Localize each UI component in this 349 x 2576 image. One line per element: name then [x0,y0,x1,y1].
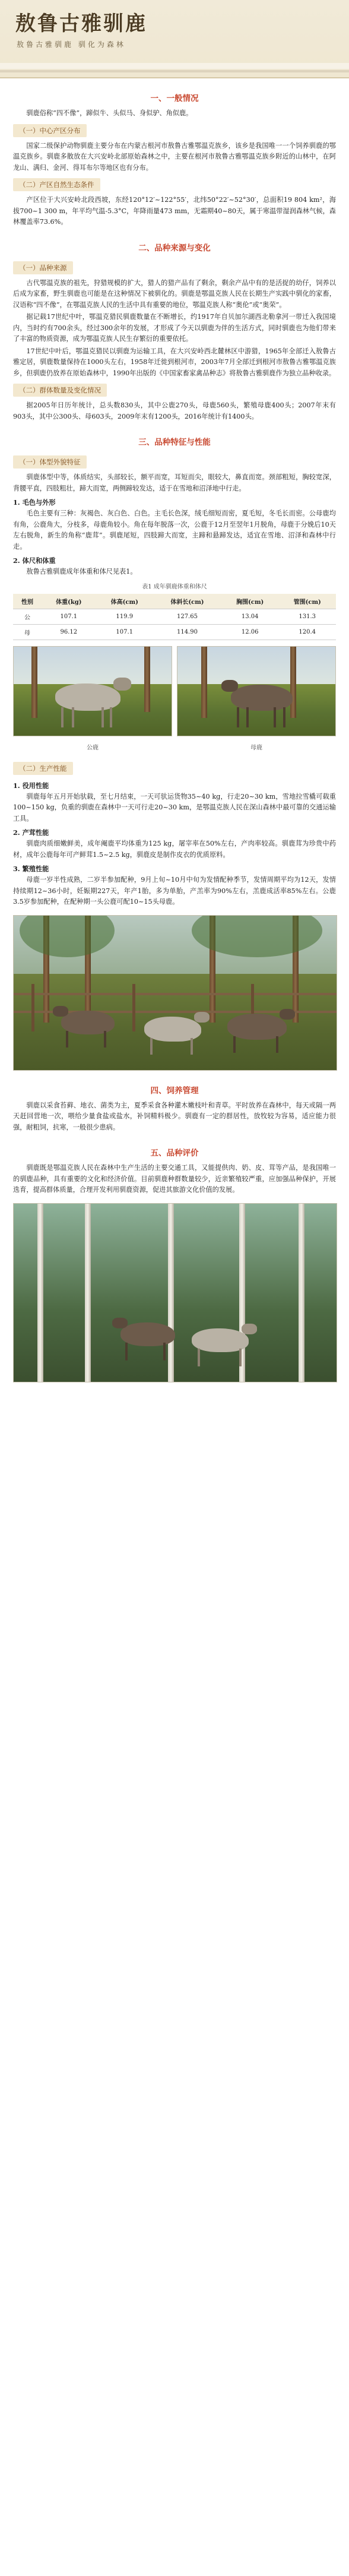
section-general-title: 一、一般情况 [150,94,199,103]
table-cell: 120.4 [278,624,336,640]
section-traits-title: 三、品种特征与性能 [138,438,211,447]
performance-paragraph-2: 驯鹿肉质细嫩鲜美，成年阉鹿平均体重为125 kg，屠宰率在50%左右，产肉率较高。驯鹿茸为珍贵中药材，成年公鹿每年可产鲜茸1.5~2.5 kg，驯鹿皮是制作皮衣的优质原料。 [13,840,336,859]
photo-caption-row [13,739,336,755]
table-row [13,624,336,640]
table-cell: 107.1 [96,624,153,640]
page-header [0,0,349,78]
evaluation-paragraph: 驯鹿既是鄂温克族人民在森林中生产生活的主要交通工具，又能提供肉、奶、皮、茸等产品，是我国唯一的驯鹿品种，具有重要的文化和经济价值。目前驯鹿种群数量较少，近亲繁殖较严重，应加强品种保护，开展选育，提高群体质量，合理开发利用驯鹿资源，促进其旅游文化价值的发展。 [13,1164,336,1194]
table-title: 2. 体尺和体重 [13,556,56,565]
performance-paragraph-1: 驯鹿每年五月开始驮载，至七月结束，一天可驮运货物35~40 kg，行走20~30 km，雪地拉雪橇可载重100~150 kg，负重的驯鹿在森林中一天可行走20~30 km，是鄂温克族人民在深山森林中最可靠的交通运输工具。 [13,792,336,822]
performance-sub-1: 1. 役用性能 [13,781,49,790]
body-type-paragraph: 驯鹿体型中等，体质结实，头部较长，额平而宽，耳短而尖，眼较大，鼻直而宽。颈部粗短，胸较宽深，背腰平直，四肢粗壮，蹄大而宽，两侧蹄较发达，适于在雪地和沼泽地中行走。 [13,473,336,492]
header-divider-2 [0,70,349,72]
performance-paragraph-3: 母鹿一岁半性成熟，二岁半参加配种，9月上旬~10月中旬为发情配种季节，发情周期平均为12天，发情持续期12~36小时，妊娠期227天，年产1胎，多为单胎，产羔率为90%左右，羔鹿成活率85%左右。公鹿3.5岁参加配种，在配种期一头公鹿可配10~15头母鹿。 [13,876,336,906]
page-title: 敖鲁古雅驯鹿 [15,12,147,36]
source-label: （一）品种来源 [13,261,73,274]
table-cell: 公 [13,609,42,624]
forest-photo [13,1203,337,1382]
table-row [13,609,336,624]
source-paragraph-1: 古代鄂温克族的祖先，狩猎规模的扩大，猎人的猎产品有了剩余，剩余产品中有的是活捉的幼仔，饲养以后成为家畜，野生驯鹿也可能是在这种情况下被驯化的。驯鹿是鄂温克族人民在长期生产实践中驯化的家畜，汉语称“四不像”，在鄂温克族人民的生活中具有重要的地位，鄂温克族人称“奥伦”或“奥荣”。 [13,279,336,309]
population-paragraph: 据2005年日历年统计，总头数830头，其中公鹿270头，母鹿560头，繁殖母鹿400头；2007年末有903头，其中公300头、母603头，2009年末有1200头，2016年统计有1400头。 [13,401,336,420]
table-header-cell: 性别 [13,594,42,609]
population-label: （二）群体数量及变化情况 [13,384,107,397]
table-header-cell: 管围(cm) [278,594,336,609]
source-paragraph-3: 17世纪中叶后，鄂温克猎民以驯鹿为运输工具，在大兴安岭西北麓林区中游猎，1965年全部迁入敖鲁古雅定居，驯鹿数量保持在1000头左右，1958年迁徙到根河市，2003年7月全部迁到根河市敖鲁古雅鄂温克族乡，但驯鹿仍放养在原始森林中，1990年出版的《中国家畜家禽品种志》将敖鲁古雅驯鹿作为独立品种收录。 [13,347,336,377]
coat-paragraph: 毛色主要有三种：灰褐色、灰白色、白色。主毛长色深，绒毛细短而密，夏毛短，冬毛长而密。公母鹿均有角，公鹿角大，分枝多，母鹿角较小。角在每年脱落一次，公鹿于12月至翌年1月脱角，母鹿于分娩后10天左右脱角，新生的角称“鹿茸”。驯鹿尾短，四肢蹄大而宽，主蹄和悬蹄发达，适宜在雪地、沼泽和森林中行走。 [13,509,336,550]
female-reindeer-photo [177,646,336,736]
table-header-row [13,594,336,609]
source-paragraph-2: 据记载17世纪中叶，鄂温克猎民驯鹿数量在不断增长，约1917年自贝加尔湖西北勒拿河一带迁入我国境内，当时约有700余头，经过300余年的发展，才形成了今天以驯鹿为伴的生活方式，同时驯鹿也为他们带来了丰富的物质资源，成为鄂温克族人民生存繁衍的重要依托。 [13,313,336,343]
management-paragraph: 驯鹿以采食苔藓、地衣、菌类为主，夏季采食各种灌木嫩枝叶和青草。平时放养在森林中，每天或隔一两天赶回营地一次，喂给少量食盐或盐水，补饲精料极少。驯鹿有一定的群居性，放牧较为容易，适应能力很强，耐粗饲，抗寒，一般很少患病。 [13,1101,336,1131]
table-cell: 119.9 [96,609,153,624]
section-evaluation-title: 五、品种评价 [150,1148,199,1158]
table-header-cell: 胸围(cm) [221,594,278,609]
reindeer-photo-row [13,646,336,736]
environment-paragraph: 产区位于大兴安岭北段西坡，东经120°12′~122°55′，北纬50°22′~52°30′，总面积19 804 km²，海拔700~1 300 m，年平均气温-5.3°C，年降雨量473 mm，无霜期40~80天，属于寒温带湿润森林气候，森林覆盖率73.6%。 [13,196,336,226]
section-management-title: 四、饲养管理 [150,1086,199,1096]
table-cell: 96.12 [42,624,96,640]
table-header-cell: 体高(cm) [96,594,153,609]
performance-sub-2: 2. 产茸性能 [13,828,49,837]
origin-label: （一）中心产区分布 [13,124,87,137]
table-cell: 13.04 [221,609,278,624]
table-cell: 12.06 [221,624,278,640]
section-history-title: 二、品种来源与变化 [138,243,211,253]
herd-photo [13,915,337,1071]
table-header-cell: 体重(kg) [42,594,96,609]
photo-caption-male: 公鹿 [87,744,99,751]
environment-label: （二）产区自然生态条件 [13,178,100,191]
header-divider [0,63,349,69]
table-header-cell: 体斜长(cm) [153,594,221,609]
table-caption: 表1 成年驯鹿体重和体尺 [142,583,207,590]
origin-paragraph: 国家二级保护动物驯鹿主要分布在内蒙古根河市敖鲁古雅鄂温克族乡，该乡是我国唯一一个饲养驯鹿的鄂温克族乡。驯鹿多散放在大兴安岭北部原始森林之中，主要在根河市敖鲁古雅鄂温克族乡附近的山林中，在阿龙山、满归、金河、得耳布尔等地区也有分布。 [13,141,336,172]
table-cell: 114.90 [153,624,221,640]
table-cell: 107.1 [42,609,96,624]
measurement-table [13,594,336,640]
table-intro: 敖鲁古雅驯鹿成年体重和体尺见表1。 [26,568,137,575]
page-subtitle: 敖鲁古雅驯鹿 驯化为森林 [17,40,126,49]
table-cell: 127.65 [153,609,221,624]
male-reindeer-photo [13,646,172,736]
article-body [0,91,349,1382]
coat-label: 1. 毛色与外形 [13,498,56,507]
table-cell: 母 [13,624,42,640]
body-type-label: （一）体型外貌特征 [13,455,87,469]
performance-label: （二）生产性能 [13,762,73,775]
performance-sub-3: 3. 繁殖性能 [13,865,49,873]
table-cell: 131.3 [278,609,336,624]
general-intro: 驯鹿俗称“四不像”，蹄似牛、头似马、身似驴、角似鹿。 [26,109,193,117]
photo-caption-female: 母鹿 [250,744,262,751]
